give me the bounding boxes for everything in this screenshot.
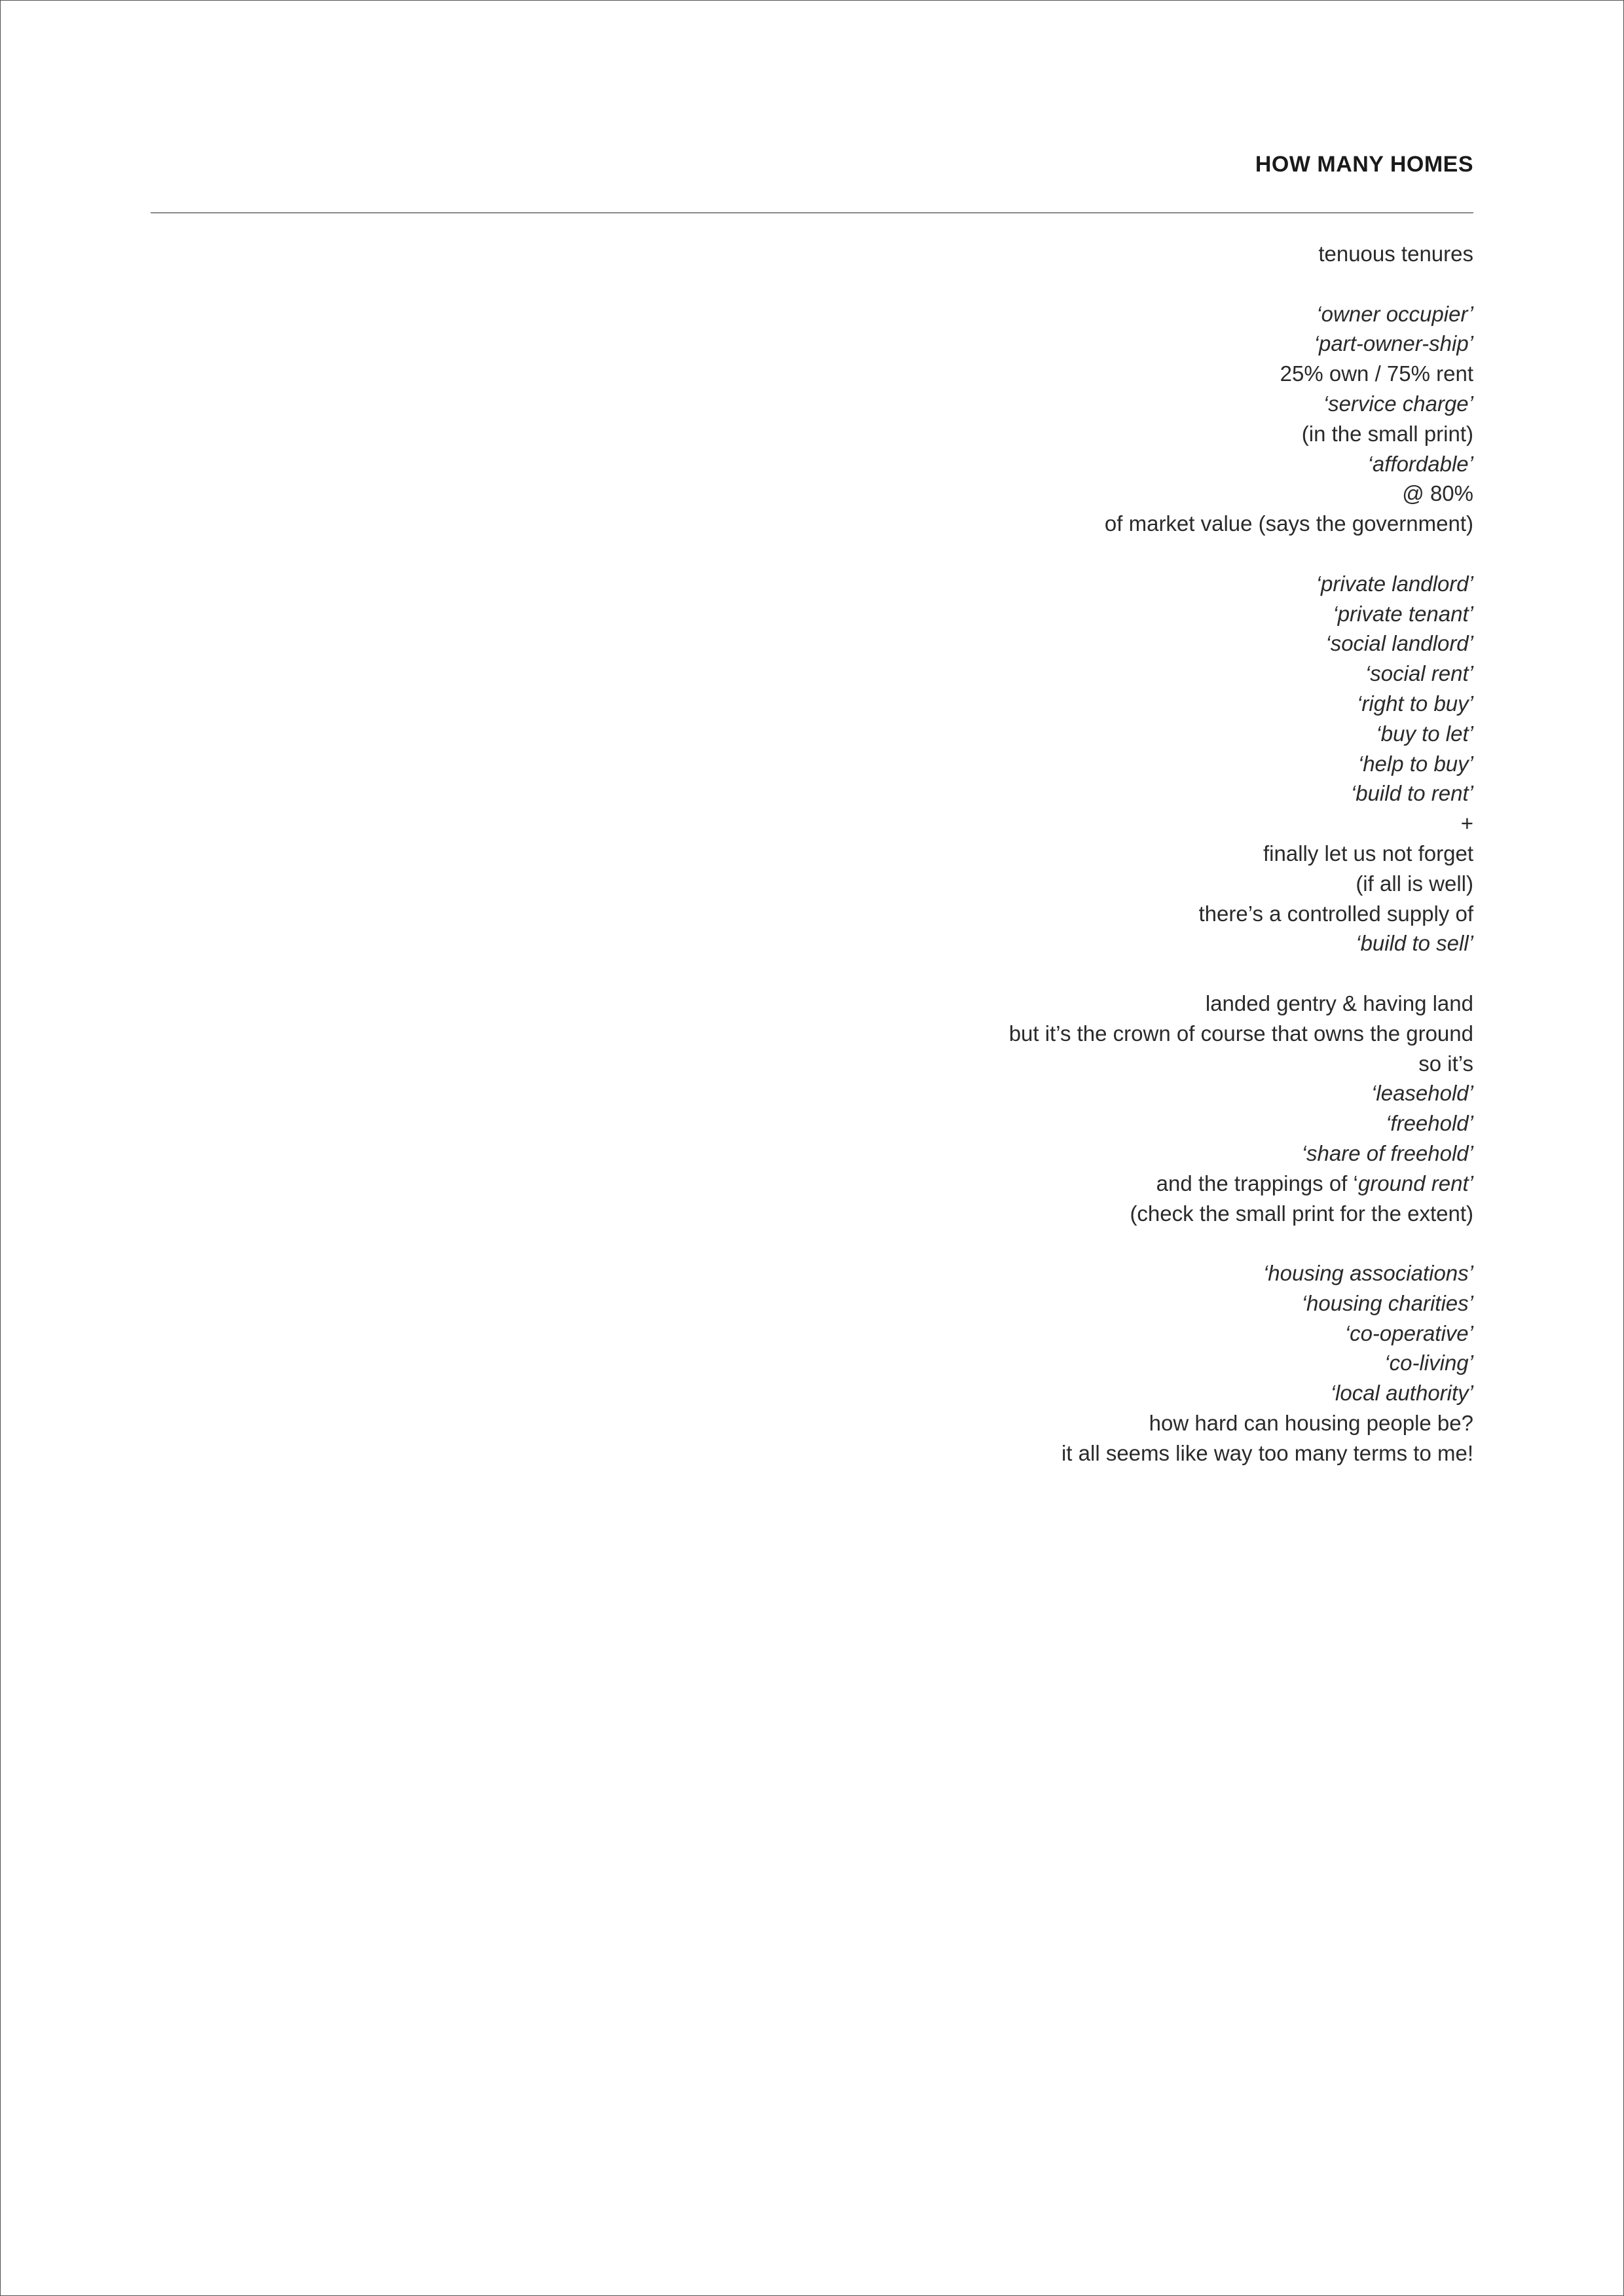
- poem-line: ‘co-living’: [1384, 1351, 1473, 1376]
- stanza-gap: [360, 1228, 1473, 1258]
- poem-line-trappings: [360, 1169, 1473, 1199]
- poem-line: ‘buy to let’: [1376, 721, 1473, 746]
- poem: [360, 239, 1473, 1468]
- poem-line: ‘build to sell’: [1356, 931, 1473, 956]
- header-divider: [151, 212, 1473, 213]
- page-title: HOW MANY HOMES: [1255, 152, 1473, 177]
- poem-line: (check the small print for the extent): [1130, 1201, 1473, 1226]
- poem-line: ‘housing associations’: [1263, 1261, 1473, 1286]
- stanza-gap: [360, 958, 1473, 989]
- poem-line: ‘service charge’: [1323, 391, 1473, 416]
- poem-line: but it’s the crown of course that owns the ground: [1008, 1021, 1473, 1046]
- poem-line: there’s a controlled supply of: [1198, 901, 1473, 926]
- poem-line: ‘private landlord’: [1316, 571, 1473, 596]
- poem-line: ‘affordable’: [1367, 451, 1473, 476]
- poem-line: finally let us not forget: [1263, 841, 1473, 866]
- poem-line: ‘build to rent’: [1350, 781, 1473, 806]
- poem-line: ‘private tenant’: [1333, 601, 1473, 626]
- poem-line: how hard can housing people be?: [1149, 1411, 1473, 1436]
- poem-line: of market value (says the government): [1104, 511, 1473, 536]
- poem-line: ‘co-operative’: [1344, 1321, 1473, 1345]
- poem-line: (in the small print): [1301, 421, 1473, 446]
- poem-line: ‘help to buy’: [1357, 751, 1473, 776]
- poem-line: so it’s: [1418, 1051, 1473, 1076]
- poem-line: ‘local authority’: [1330, 1381, 1473, 1406]
- poem-line: ‘share of freehold’: [1301, 1140, 1473, 1165]
- poem-line: ‘freehold’: [1386, 1111, 1473, 1136]
- poem-line: it all seems like way too many terms to me!: [1061, 1440, 1473, 1465]
- poem-heading: tenuous tenures: [1318, 242, 1473, 266]
- poem-line: ‘part-owner-ship’: [1314, 331, 1473, 356]
- poem-line: ‘leasehold’: [1371, 1081, 1473, 1106]
- poem-line: ‘right to buy’: [1357, 691, 1473, 716]
- poem-line: ‘social landlord’: [1325, 631, 1473, 656]
- poem-line: ‘social rent’: [1365, 661, 1473, 686]
- poem-line: 25% own / 75% rent: [1280, 361, 1473, 386]
- trappings-term: ground rent’: [1357, 1171, 1473, 1195]
- poem-line: landed gentry & having land: [1205, 991, 1473, 1015]
- poem-line: +: [1460, 811, 1473, 836]
- trappings-prefix: and the trappings of ‘: [1156, 1171, 1358, 1195]
- stanza-gap: [360, 539, 1473, 569]
- poem-line: (if all is well): [1356, 871, 1473, 896]
- stanza-gap: [360, 269, 1473, 299]
- poem-line: ‘owner occupier’: [1316, 301, 1473, 326]
- poem-line: ‘housing charities’: [1301, 1290, 1473, 1315]
- poem-line: @ 80%: [1402, 481, 1473, 506]
